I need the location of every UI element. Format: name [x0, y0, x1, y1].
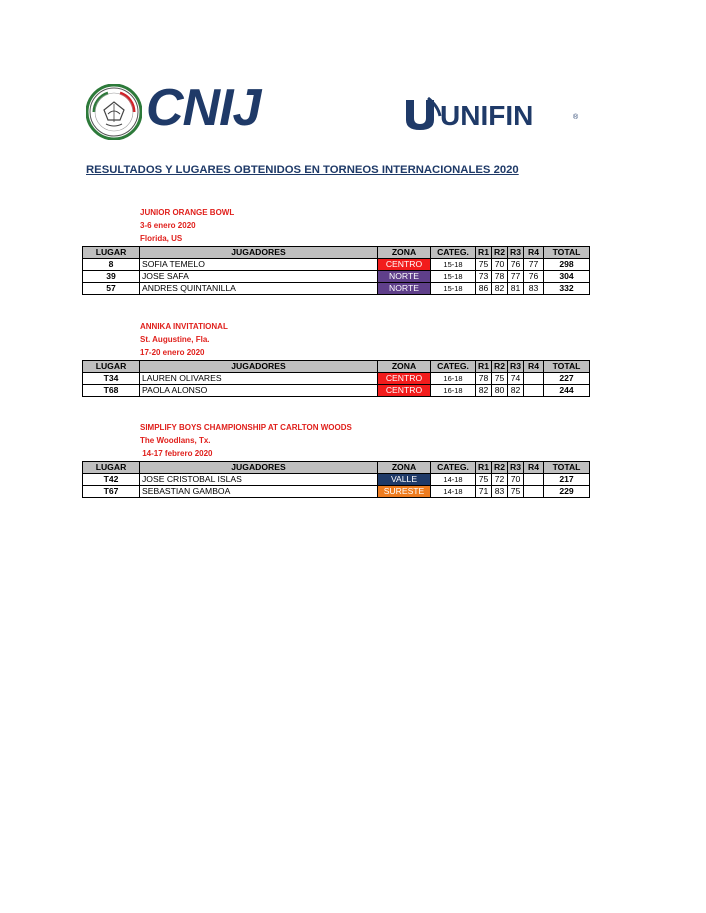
- cell-total: 227: [544, 373, 590, 385]
- cell-zona: VALLE: [378, 474, 431, 486]
- cell-zona: CENTRO: [378, 259, 431, 271]
- cell-r2: 80: [492, 385, 508, 397]
- table-row: [83, 259, 590, 271]
- cell-lugar: 8: [83, 259, 140, 271]
- table-row: [83, 486, 590, 498]
- cell-jugador: SOFIA TEMELO: [140, 259, 378, 271]
- table-header-row: [83, 361, 590, 373]
- cell-r3: 75: [508, 486, 524, 498]
- cell-jugador: PAOLA ALONSO: [140, 385, 378, 397]
- cell-r2: 75: [492, 373, 508, 385]
- cell-jugador: SEBASTIAN GAMBOA: [140, 486, 378, 498]
- col-jugadores: JUGADORES: [140, 462, 378, 474]
- cell-r3: 74: [508, 373, 524, 385]
- seal-icon: [86, 84, 142, 140]
- cell-jugador: JOSE CRISTOBAL ISLAS: [140, 474, 378, 486]
- cell-jugador: ANDRES QUINTANILLA: [140, 283, 378, 295]
- col-categ: CATEG.: [431, 247, 476, 259]
- col-categ: CATEG.: [431, 462, 476, 474]
- cell-r4: [524, 385, 544, 397]
- registered-mark: ®: [573, 114, 579, 121]
- col-zona: ZONA: [378, 247, 431, 259]
- col-r1: R1: [476, 361, 492, 373]
- col-lugar: LUGAR: [83, 247, 140, 259]
- cell-r3: 70: [508, 474, 524, 486]
- cell-categ: 15-18: [431, 283, 476, 295]
- cell-lugar: T34: [83, 373, 140, 385]
- cell-r2: 70: [492, 259, 508, 271]
- col-r1: R1: [476, 462, 492, 474]
- cell-total: 244: [544, 385, 590, 397]
- cell-r4: [524, 373, 544, 385]
- cell-r3: 76: [508, 259, 524, 271]
- cell-total: 229: [544, 486, 590, 498]
- cell-r4: 83: [524, 283, 544, 295]
- event-name: ANNIKA INVITATIONAL: [140, 322, 228, 331]
- unifin-mark-icon: [402, 96, 442, 132]
- cell-categ: 16-18: [431, 385, 476, 397]
- table-row: [83, 474, 590, 486]
- cell-lugar: T68: [83, 385, 140, 397]
- event-simplify-boys-championship: [82, 421, 590, 498]
- cell-r1: 86: [476, 283, 492, 295]
- cell-zona: NORTE: [378, 271, 431, 283]
- event-dates: 14-17 febrero 2020: [140, 449, 213, 458]
- cell-lugar: T67: [83, 486, 140, 498]
- event-location: Florida, US: [140, 234, 183, 243]
- cell-r2: 82: [492, 283, 508, 295]
- table-header-row: [83, 462, 590, 474]
- cell-categ: 15-18: [431, 259, 476, 271]
- cell-r2: 78: [492, 271, 508, 283]
- col-r1: R1: [476, 247, 492, 259]
- results-table: [82, 246, 590, 295]
- cell-r1: 78: [476, 373, 492, 385]
- col-lugar: LUGAR: [83, 462, 140, 474]
- table-header-row: [83, 247, 590, 259]
- col-r2: R2: [492, 247, 508, 259]
- table-row: [83, 385, 590, 397]
- cell-r1: 75: [476, 259, 492, 271]
- cell-jugador: JOSE SAFA: [140, 271, 378, 283]
- cell-r3: 82: [508, 385, 524, 397]
- event-location: St. Augustine, Fla.: [140, 335, 210, 344]
- event-junior-orange-bowl: [82, 206, 590, 295]
- cell-jugador: LAUREN OLIVARES: [140, 373, 378, 385]
- cell-total: 298: [544, 259, 590, 271]
- cell-r4: 76: [524, 271, 544, 283]
- col-lugar: LUGAR: [83, 361, 140, 373]
- event-annika-invitational: [82, 320, 590, 397]
- cell-total: 304: [544, 271, 590, 283]
- cell-r1: 82: [476, 385, 492, 397]
- col-zona: ZONA: [378, 462, 431, 474]
- cell-categ: 16-18: [431, 373, 476, 385]
- cell-r2: 83: [492, 486, 508, 498]
- page-title: RESULTADOS Y LUGARES OBTENIDOS EN TORNEOS INTERNACIONALES 2020: [86, 164, 519, 176]
- cell-lugar: 57: [83, 283, 140, 295]
- results-table: [82, 360, 590, 397]
- cell-r2: 72: [492, 474, 508, 486]
- event-dates: 17-20 enero 2020: [140, 348, 205, 357]
- col-r2: R2: [492, 462, 508, 474]
- cell-r4: [524, 474, 544, 486]
- cell-r3: 81: [508, 283, 524, 295]
- cell-zona: SURESTE: [378, 486, 431, 498]
- cell-lugar: 39: [83, 271, 140, 283]
- event-name: JUNIOR ORANGE BOWL: [140, 208, 235, 217]
- col-r3: R3: [508, 361, 524, 373]
- cell-r1: 75: [476, 474, 492, 486]
- col-r2: R2: [492, 361, 508, 373]
- table-row: [83, 271, 590, 283]
- cell-zona: CENTRO: [378, 373, 431, 385]
- event-dates: 3-6 enero 2020: [140, 221, 196, 230]
- results-table: [82, 461, 590, 498]
- col-r4: R4: [524, 462, 544, 474]
- col-r4: R4: [524, 247, 544, 259]
- cell-total: 332: [544, 283, 590, 295]
- unifin-wordmark: UNIFIN: [440, 100, 534, 131]
- col-total: TOTAL: [544, 247, 590, 259]
- cell-r1: 73: [476, 271, 492, 283]
- cell-categ: 14-18: [431, 486, 476, 498]
- col-r3: R3: [508, 247, 524, 259]
- cell-zona: CENTRO: [378, 385, 431, 397]
- col-total: TOTAL: [544, 462, 590, 474]
- col-zona: ZONA: [378, 361, 431, 373]
- cell-total: 217: [544, 474, 590, 486]
- col-r4: R4: [524, 361, 544, 373]
- cell-r3: 77: [508, 271, 524, 283]
- cell-categ: 15-18: [431, 271, 476, 283]
- table-row: [83, 283, 590, 295]
- unifin-logo: [402, 94, 592, 134]
- cell-lugar: T42: [83, 474, 140, 486]
- cell-r1: 71: [476, 486, 492, 498]
- cell-zona: NORTE: [378, 283, 431, 295]
- cnij-wordmark: CNIJ: [146, 79, 261, 137]
- col-r3: R3: [508, 462, 524, 474]
- cell-categ: 14-18: [431, 474, 476, 486]
- cell-r4: [524, 486, 544, 498]
- col-total: TOTAL: [544, 361, 590, 373]
- col-jugadores: JUGADORES: [140, 361, 378, 373]
- table-row: [83, 373, 590, 385]
- event-location: The Woodlans, Tx.: [140, 436, 211, 445]
- col-jugadores: JUGADORES: [140, 247, 378, 259]
- cell-r4: 77: [524, 259, 544, 271]
- cnij-logo: [86, 79, 276, 140]
- col-categ: CATEG.: [431, 361, 476, 373]
- event-name: SIMPLIFY BOYS CHAMPIONSHIP AT CARLTON WOODS: [140, 423, 352, 432]
